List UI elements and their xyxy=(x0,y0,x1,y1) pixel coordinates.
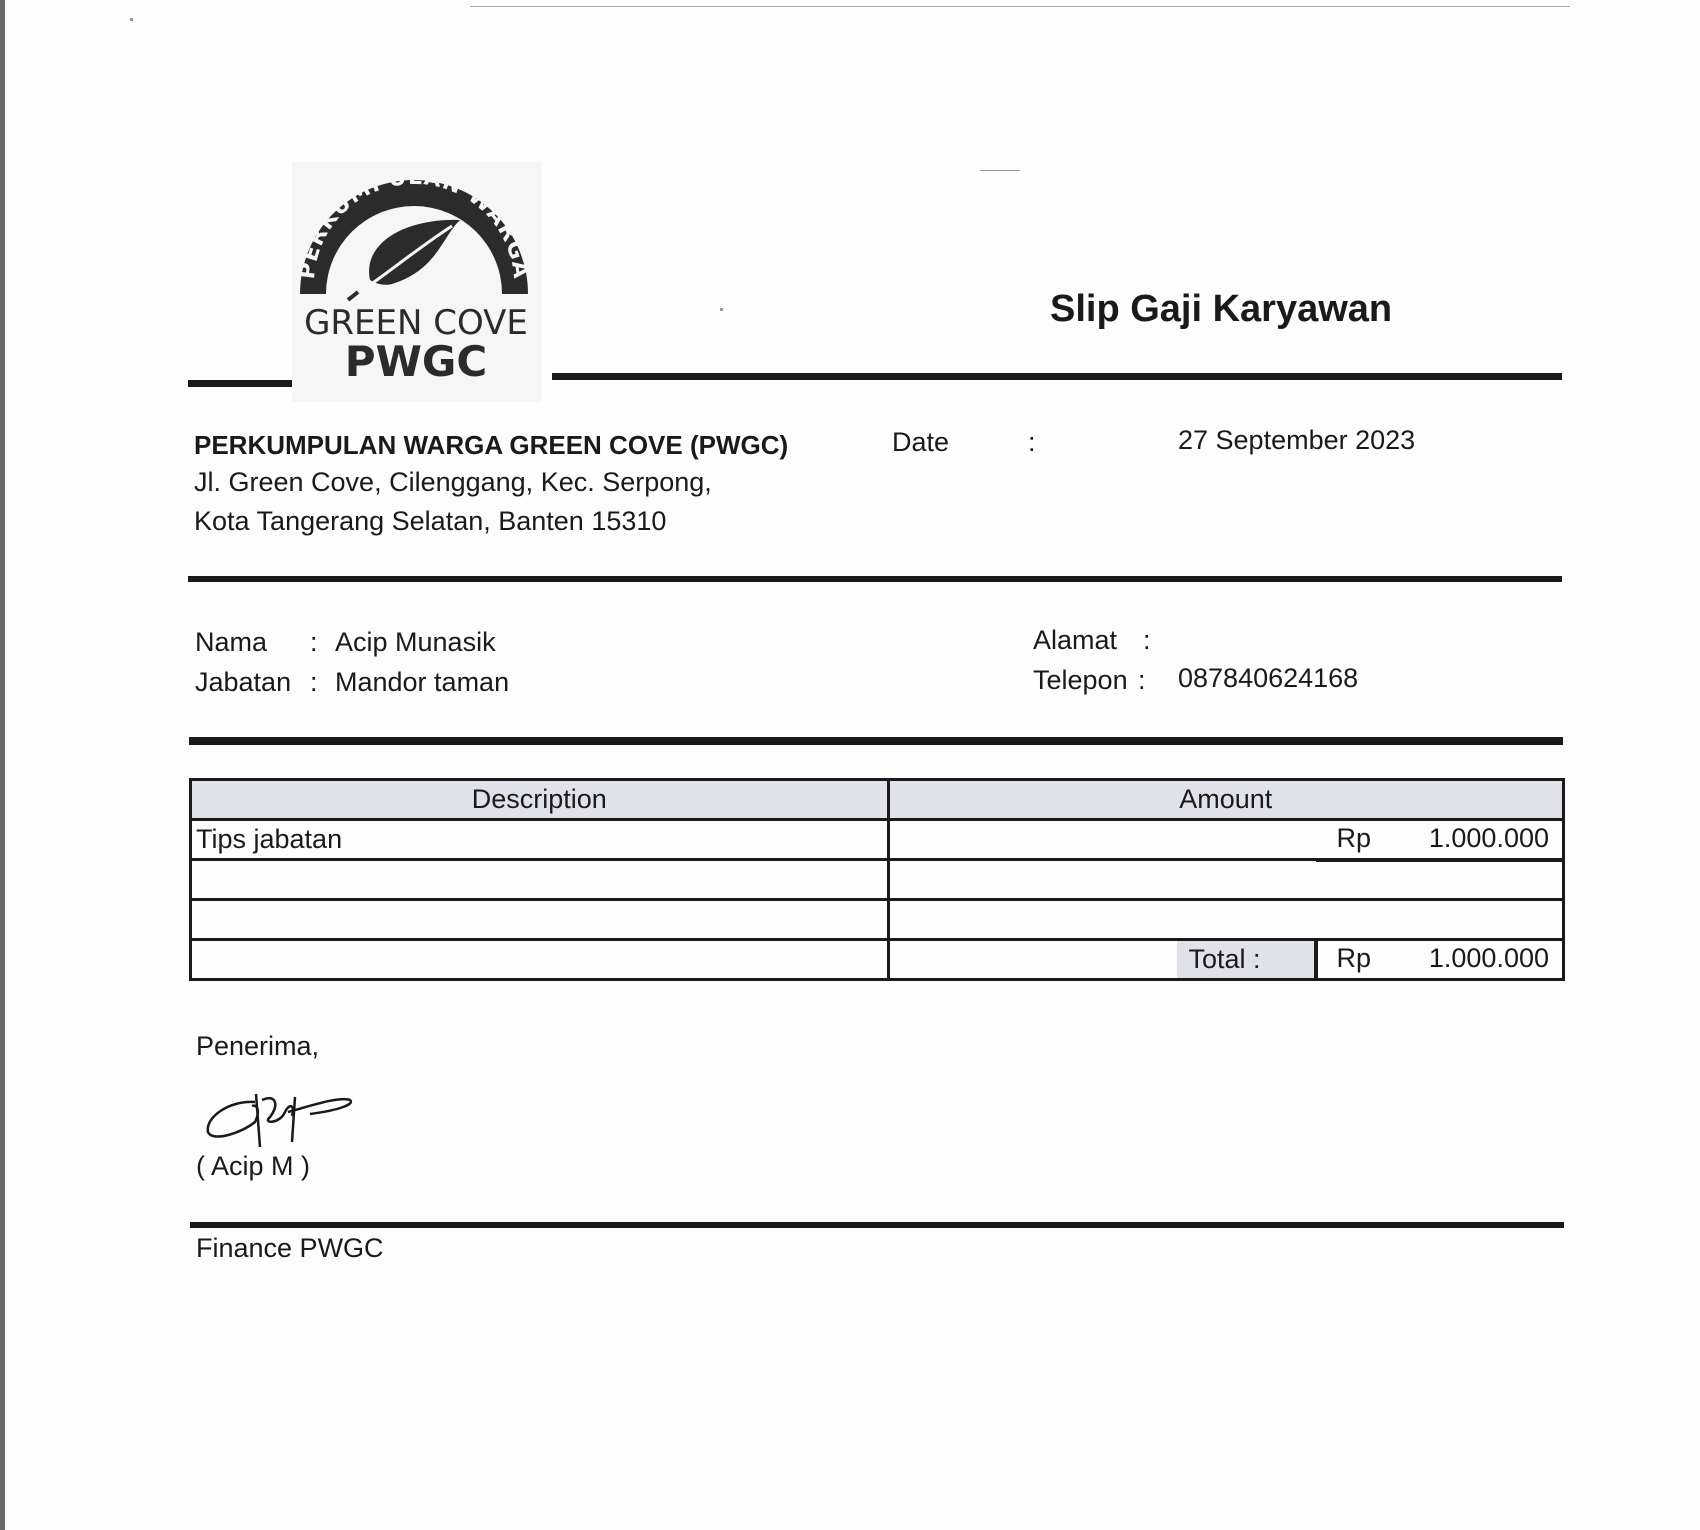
jabatan-colon: : xyxy=(310,667,318,697)
signature-image xyxy=(200,1082,360,1152)
table-header-row xyxy=(191,780,1564,820)
amount-header: Amount xyxy=(888,780,1563,820)
table-row xyxy=(191,900,1564,940)
org-name: PERKUMPULAN WARGA GREEN COVE (PWGC) xyxy=(194,430,789,460)
logo-line1: GREEN COVE xyxy=(304,303,528,343)
nama-value: Acip Munasik xyxy=(335,627,496,657)
total-row xyxy=(191,940,1564,980)
description-cell xyxy=(191,940,889,980)
section-rule-1 xyxy=(188,576,1562,582)
currency-label: Rp xyxy=(1336,823,1372,853)
jabatan-value: Mandor taman xyxy=(335,667,510,697)
telepon-label: Telepon xyxy=(1033,665,1128,695)
header-rule-right xyxy=(552,373,1562,380)
date-colon: : xyxy=(1028,427,1036,457)
total-currency: Rp xyxy=(1336,943,1372,973)
amount-cell xyxy=(888,900,1563,940)
footer-rule xyxy=(190,1222,1564,1228)
logo-line2: PWGC xyxy=(344,337,488,386)
scan-edge xyxy=(0,0,5,1530)
table-row xyxy=(191,820,1564,860)
description-cell xyxy=(191,820,889,860)
org-address-line2: Kota Tangerang Selatan, Banten 15310 xyxy=(194,506,667,536)
alamat-colon: : xyxy=(1143,625,1151,655)
scan-speck xyxy=(980,170,1020,171)
scan-speck xyxy=(720,308,723,311)
description-header: Description xyxy=(191,780,889,820)
telepon-colon: : xyxy=(1138,665,1146,695)
logo-emblem xyxy=(292,162,542,402)
receiver-label: Penerima, xyxy=(196,1031,320,1061)
total-cell xyxy=(888,940,1563,980)
amount-underline xyxy=(1316,859,1562,862)
org-address-line1: Jl. Green Cove, Cilenggang, Kec. Serpong, xyxy=(194,467,712,497)
table-row xyxy=(191,860,1564,900)
jabatan-label: Jabatan xyxy=(195,667,292,697)
salary-table xyxy=(189,778,1565,981)
document-title: Slip Gaji Karyawan xyxy=(1050,288,1393,330)
nama-colon: : xyxy=(310,627,318,657)
telepon-value: 087840624168 xyxy=(1178,663,1359,693)
alamat-label: Alamat xyxy=(1033,625,1118,655)
nama-label: Nama xyxy=(195,627,268,657)
logo-arc-text: PERKUMPULAN WARGA xyxy=(294,164,534,281)
description-cell xyxy=(191,900,889,940)
date-value: 27 September 2023 xyxy=(1178,425,1416,455)
organization-logo xyxy=(292,162,542,402)
total-label: Total : xyxy=(1177,941,1314,978)
scan-speck xyxy=(130,18,133,21)
scan-line xyxy=(470,6,1570,7)
amount-cell xyxy=(888,820,1563,860)
description-cell xyxy=(191,860,889,900)
leaf-icon xyxy=(348,220,460,300)
amount-value: 1.000.000 xyxy=(1428,823,1549,853)
header-rule-left xyxy=(188,380,292,387)
amount-cell xyxy=(888,860,1563,900)
description-text: Tips jabatan xyxy=(196,824,343,854)
receiver-name: ( Acip M ) xyxy=(196,1151,311,1181)
footer-text: Finance PWGC xyxy=(196,1233,384,1263)
section-rule-2 xyxy=(189,737,1563,745)
date-label: Date xyxy=(892,427,950,457)
total-amount: 1.000.000 xyxy=(1428,943,1549,973)
